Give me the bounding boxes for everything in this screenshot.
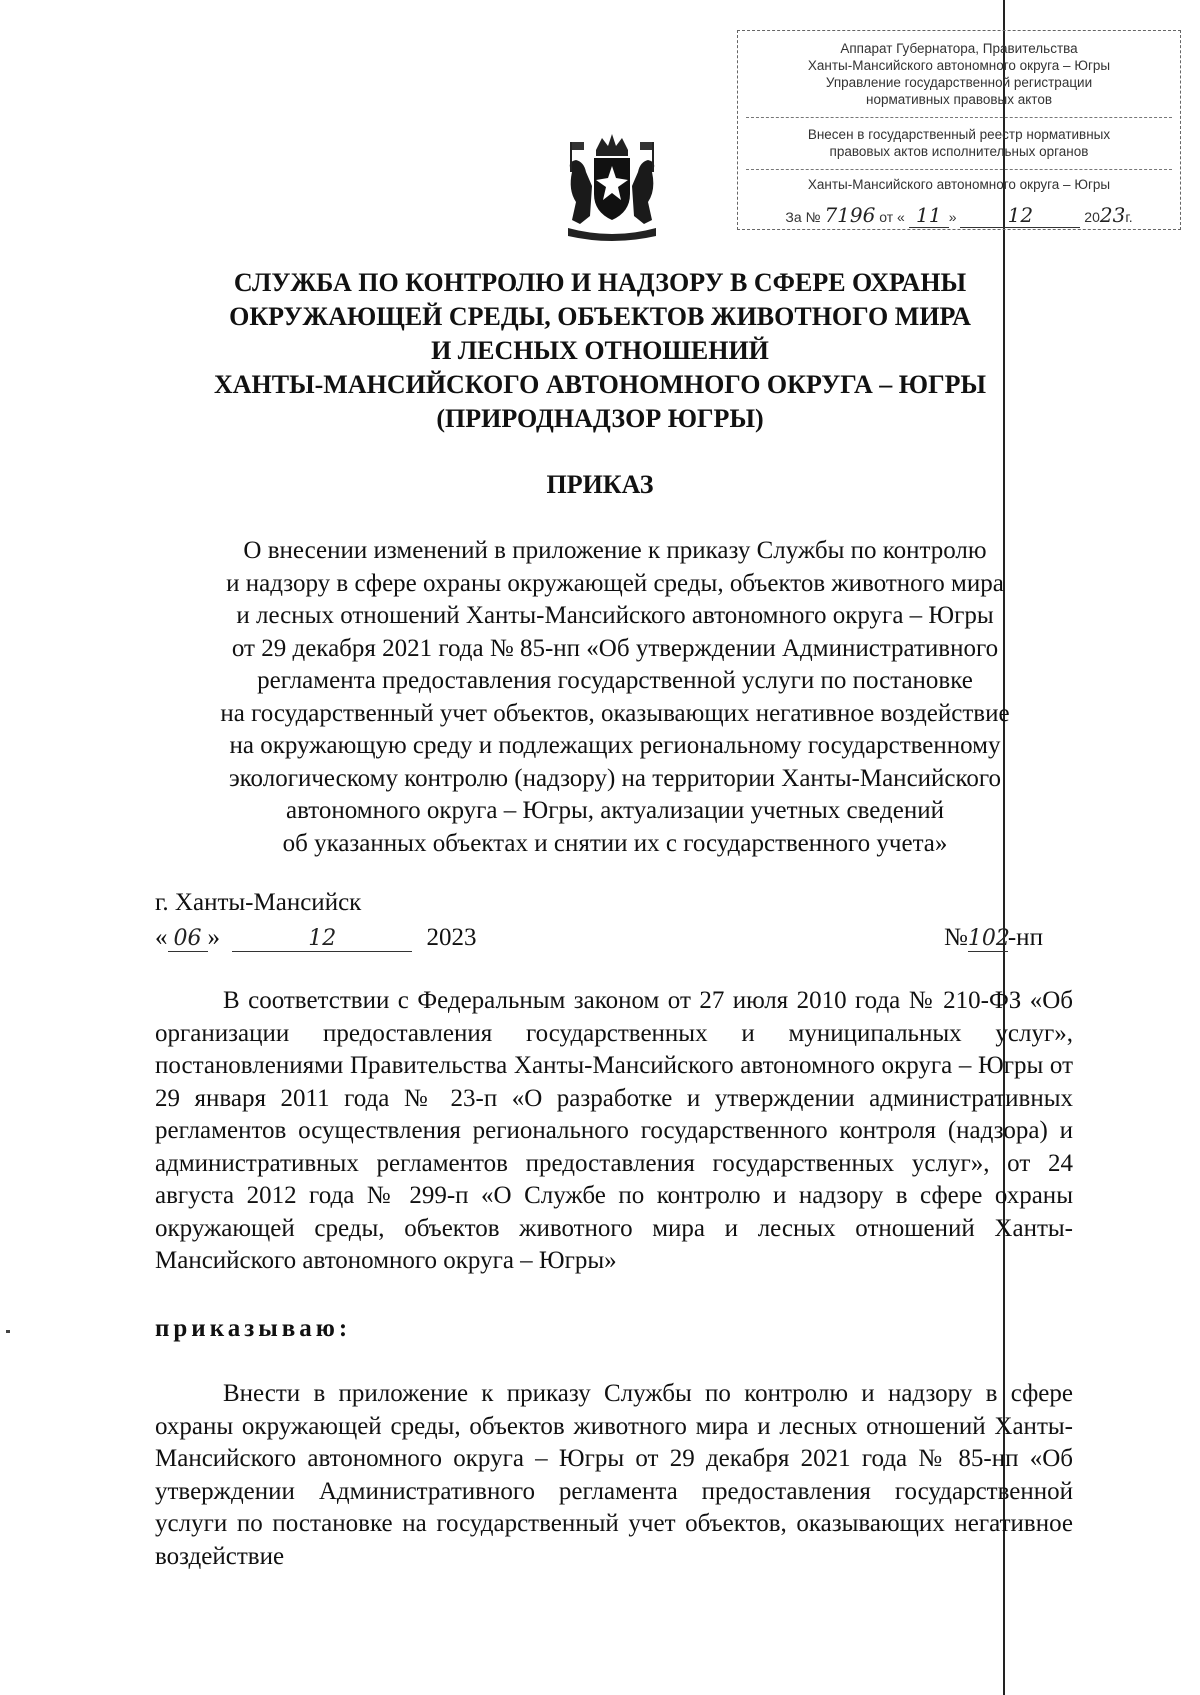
- subject-line: О внесении изменений в приложение к приказу Службы по контролю: [243, 537, 987, 564]
- stamp-line: Аппарат Губернатора, Правительства: [840, 41, 1078, 56]
- stamp-reg-suffix: г.: [1125, 209, 1133, 225]
- date-close-quote: »: [207, 924, 220, 951]
- stamp-reg-prefix: За №: [785, 209, 821, 225]
- scan-artifact-dot: [6, 1330, 10, 1333]
- body-paragraph-1: В соответствии с Федеральным законом от 27 июля 2010 года № 210-ФЗ «Об организации предоставления государственных и муниципальных услуг», постановлениями Правительства Ханты-Мансийского автономного округа – Югры от 29 января 2011 года № 23-п «О разработке и утверждении административных регламентов осуществления регионального государственного контроля (надзора) и административных регламентов предоставления государственных услуг», от 24 августа 2012 года № 299-п «О Службе по контролю и надзору в сфере охраны окружающей среды, объектов животного мира и лесных отношений Ханты-Мансийского автономного округа – Югры»: [155, 987, 1073, 1274]
- date-day: 06: [168, 926, 208, 952]
- document-subject: [150, 535, 1080, 860]
- date-year: 2023: [426, 924, 477, 951]
- subject-line: регламента предоставления государственной услуги по постановке: [257, 667, 973, 694]
- stamp-line: Ханты-Мансийского автономного округа – Югры: [807, 58, 1111, 73]
- city-name: г. Ханты-Мансийск: [155, 889, 362, 916]
- stamp-reg-year-prefix: 20: [1084, 209, 1100, 225]
- stamp-line: нормативных правовых актов: [865, 92, 1053, 107]
- subject-line: и лесных отношений Ханты-Мансийского автономного округа – Югры: [236, 602, 994, 629]
- subject-line: и надзору в сфере охраны окружающей среды, объектов животного мира: [226, 569, 1004, 597]
- document-type-title: ПРИКАЗ: [546, 470, 654, 499]
- number-suffix: -нп: [1007, 924, 1043, 951]
- document-number: [944, 924, 1043, 952]
- subject-line: об указанных объектах и снятии их с государственного учета»: [282, 829, 948, 857]
- subject-line: на государственный учет объектов, оказывающих негативное воздействие: [220, 699, 1010, 727]
- date-month: 12: [232, 926, 412, 952]
- date-open-quote: «: [155, 924, 168, 951]
- body-paragraph-2: Внести в приложение к приказу Службы по контролю и надзору в сфере охраны окружающей среды, объектов животного мира и лесных отношений Ханты-Мансийского автономного округа – Югры от 29 декабря 2021 года № 85-нп «Об утверждении Административного регламента предоставления государственной услуги по постановке на государственный учет объектов, оказывающих негативное воздействие: [155, 1380, 1073, 1570]
- organization-line: ОКРУЖАЮЩЕЙ СРЕДЫ, ОБЪЕКТОВ ЖИВОТНОГО МИРА: [229, 302, 971, 331]
- organization-line: СЛУЖБА ПО КОНТРОЛЮ И НАДЗОРУ В СФЕРЕ ОХРАНЫ: [233, 268, 967, 297]
- stamp-line: Управление государственной регистрации: [825, 75, 1093, 90]
- organization-line: И ЛЕСНЫХ ОТНОШЕНИЙ: [431, 336, 769, 365]
- stamp-reg-close: »: [948, 209, 957, 225]
- stamp-divider: [746, 117, 1172, 118]
- stamp-reg-month: 12: [960, 203, 1080, 228]
- stamp-reg-number: 7196: [824, 203, 876, 227]
- stamp-divider: [746, 169, 1172, 170]
- stamp-reg-day: 11: [909, 203, 949, 228]
- number-value: 102: [967, 926, 1010, 951]
- stamp-reg-year: 23: [1099, 203, 1126, 227]
- organization-line: ХАНТЫ-МАНСИЙСКОГО АВТОНОМНОГО ОКРУГА – ЮГРЫ: [213, 370, 987, 399]
- organization-header: [150, 266, 1050, 436]
- stamp-registration-line: [738, 203, 1180, 228]
- organization-line: (ПРИРОДНАДЗОР ЮГРЫ): [436, 404, 764, 433]
- stamp-reg-from: от «: [879, 209, 905, 225]
- subject-line: на окружающую среду и подлежащих региональному государственному: [229, 732, 1001, 759]
- stamp-line: Внесен в государственный реестр нормативных: [807, 127, 1111, 142]
- number-prefix: №: [944, 924, 968, 951]
- coat-of-arms-emblem: [558, 132, 666, 244]
- stamp-line: Ханты-Мансийского автономного округа – Югры: [807, 177, 1111, 192]
- order-word: приказываю:: [155, 1315, 352, 1342]
- document-date: [155, 924, 1055, 958]
- subject-line: от 29 декабря 2021 года № 85-нп «Об утверждении Административного: [231, 634, 999, 662]
- registration-stamp: [737, 30, 1181, 230]
- stamp-line: правовых актов исполнительных органов: [829, 144, 1089, 159]
- subject-line: экологическому контролю (надзору) на территории Ханты-Мансийского: [228, 764, 1002, 792]
- subject-line: автономного округа – Югры, актуализации учетных сведений: [286, 797, 944, 824]
